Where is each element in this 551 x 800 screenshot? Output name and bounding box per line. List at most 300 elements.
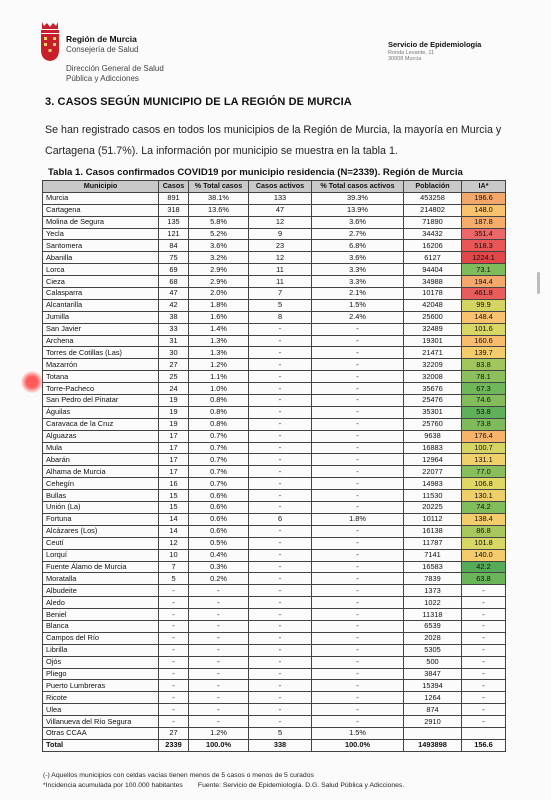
cell-casos-activos: - [249,406,312,418]
cell-ia: 130.1 [462,490,506,502]
cell-ia: 74.2 [462,502,506,514]
cell-pct-total: - [189,597,249,609]
cell-casos: 7 [159,561,189,573]
scrollbar-thumb[interactable] [537,272,540,294]
cell-pct-total: 1.2% [189,727,249,739]
cell-pct-activos: - [312,418,404,430]
cases-by-municipality-table [42,180,506,752]
cell-casos: 2339 [159,739,189,751]
cell-pct-activos: - [312,609,404,621]
cell-pct-total: 1.0% [189,383,249,395]
cell-municipio: Torre-Pacheco [43,383,159,395]
footnotes [43,771,404,791]
table-row [43,537,506,549]
cell-ia [462,727,506,739]
section-title: 3. CASOS SEGÚN MUNICIPIO DE LA REGIÓN DE MURCIA [45,96,352,108]
cell-pct-activos: - [312,656,404,668]
cell-ia: 461.8 [462,288,506,300]
cell-pct-activos: - [312,395,404,407]
cell-municipio: Cieza [43,276,159,288]
service-block [388,41,481,63]
cell-pct-activos: - [312,335,404,347]
cell-ia: 67.3 [462,383,506,395]
service-name: Servicio de Epidemiología [388,40,482,49]
cell-ia: 131.1 [462,454,506,466]
cell-pct-activos: 2.1% [312,288,404,300]
cell-ia: 99.9 [462,299,506,311]
cell-ia: 73.8 [462,418,506,430]
table-row [43,395,506,407]
cell-casos-activos: - [249,585,312,597]
table-row [43,656,506,668]
cell-pct-activos: - [312,644,404,656]
cell-ia: 83.8 [462,359,506,371]
cell-casos: - [159,704,189,716]
table-row [43,680,506,692]
table-row [43,418,506,430]
cell-ia: 138.4 [462,513,506,525]
cell-casos: 15 [159,490,189,502]
cell-poblacion: 874 [404,704,462,716]
cell-pct-activos: - [312,597,404,609]
cell-pct-total: 1.3% [189,335,249,347]
cell-municipio: Torres de Cotillas (Las) [43,347,159,359]
cell-pct-total: 0.6% [189,490,249,502]
cell-casos: 27 [159,727,189,739]
cell-ia: 53.8 [462,406,506,418]
cell-poblacion: 34432 [404,228,462,240]
cell-pct-activos: 3.6% [312,252,404,264]
cell-poblacion: 16883 [404,442,462,454]
table-row [43,204,506,216]
cell-casos: 24 [159,383,189,395]
table-row [43,359,506,371]
cell-municipio: Ceutí [43,537,159,549]
cell-poblacion: 10178 [404,288,462,300]
cell-pct-activos: 1.5% [312,299,404,311]
cell-ia: 187.8 [462,216,506,228]
cell-ia: 77.0 [462,466,506,478]
cell-poblacion: 3847 [404,668,462,680]
cell-casos-activos: 12 [249,216,312,228]
cell-casos-activos: - [249,478,312,490]
table-row [43,252,506,264]
cell-ia: 194.4 [462,276,506,288]
touch-indicator [21,371,43,393]
cell-municipio: Lorca [43,264,159,276]
cell-municipio: Abarán [43,454,159,466]
cell-municipio: Albudeite [43,585,159,597]
cell-pct-activos: - [312,585,404,597]
table-row [43,692,506,704]
cell-casos-activos: - [249,383,312,395]
cell-pct-activos: - [312,430,404,442]
cell-casos-activos: - [249,466,312,478]
cell-casos-activos: - [249,668,312,680]
cell-ia: - [462,644,506,656]
cell-casos-activos: - [249,430,312,442]
cell-pct-total: - [189,716,249,728]
cell-pct-total: 0.3% [189,561,249,573]
cell-ia: 156.6 [462,739,506,751]
cell-casos-activos: - [249,525,312,537]
cell-casos: - [159,632,189,644]
cell-poblacion: 6127 [404,252,462,264]
cell-casos: 33 [159,323,189,335]
cell-pct-total: 0.7% [189,466,249,478]
cell-casos: - [159,680,189,692]
cell-casos-activos: - [249,692,312,704]
cell-casos-activos: - [249,704,312,716]
table-row [43,716,506,728]
cell-poblacion: 10112 [404,513,462,525]
table-row [43,561,506,573]
cell-poblacion: 25760 [404,418,462,430]
cell-casos: - [159,656,189,668]
table-row [43,478,506,490]
cell-municipio: Ulea [43,704,159,716]
cell-casos: - [159,668,189,680]
cell-casos-activos: 5 [249,727,312,739]
cell-municipio: Fortuna [43,513,159,525]
cell-pct-total: 0.2% [189,573,249,585]
cell-ia: - [462,620,506,632]
cell-pct-activos: - [312,716,404,728]
cell-pct-activos: - [312,561,404,573]
table-row [43,644,506,656]
cell-pct-total: 0.7% [189,478,249,490]
cell-poblacion: 11787 [404,537,462,549]
cell-municipio: Caravaca de la Cruz [43,418,159,430]
region-crest-icon [38,20,62,62]
cell-pct-total: - [189,704,249,716]
table-row [43,240,506,252]
cell-casos: 12 [159,537,189,549]
cell-casos: 42 [159,299,189,311]
cell-casos: 16 [159,478,189,490]
cell-ia: 106.8 [462,478,506,490]
cell-ia: 176.4 [462,430,506,442]
cell-casos-activos: - [249,632,312,644]
cell-municipio: Blanca [43,620,159,632]
table-row [43,704,506,716]
cell-casos-activos: - [249,442,312,454]
cell-municipio: San Javier [43,323,159,335]
cell-ia: - [462,632,506,644]
cell-ia: 518.3 [462,240,506,252]
col-header-municipio: Municipio [43,181,159,193]
cell-ia: - [462,609,506,621]
cell-pct-total: 38.1% [189,192,249,204]
table-row [43,383,506,395]
cell-casos: 19 [159,395,189,407]
cell-casos-activos: 5 [249,299,312,311]
cell-casos: 318 [159,204,189,216]
cell-poblacion: 25476 [404,395,462,407]
table-row [43,668,506,680]
cell-poblacion: 214802 [404,204,462,216]
cell-casos-activos: - [249,454,312,466]
cell-municipio: Yecla [43,228,159,240]
cell-pct-total: 0.6% [189,513,249,525]
cell-poblacion: 1264 [404,692,462,704]
cell-pct-total: 0.4% [189,549,249,561]
cell-municipio: Otras CCAA [43,727,159,739]
table-row [43,192,506,204]
org-name: Región de Murcia [66,34,137,44]
cell-municipio: Alhama de Murcia [43,466,159,478]
cell-pct-activos: - [312,620,404,632]
cell-pct-total: - [189,668,249,680]
cell-pct-activos: - [312,359,404,371]
cell-pct-total: 0.6% [189,525,249,537]
cell-casos: - [159,597,189,609]
cell-ia: 139.7 [462,347,506,359]
cell-casos-activos: - [249,335,312,347]
cell-casos: 69 [159,264,189,276]
cell-casos-activos: - [249,549,312,561]
cell-casos-activos: - [249,680,312,692]
cell-pct-activos: - [312,323,404,335]
table-row [43,620,506,632]
cell-municipio: Abanilla [43,252,159,264]
organization-block [66,35,164,83]
cell-pct-activos: - [312,406,404,418]
cell-poblacion: 16206 [404,240,462,252]
cell-pct-activos: 2.4% [312,311,404,323]
table-row [43,727,506,739]
cell-casos: 19 [159,406,189,418]
cell-municipio: Águilas [43,406,159,418]
cell-pct-total: - [189,692,249,704]
cell-poblacion: 32209 [404,359,462,371]
cell-ia: 148.4 [462,311,506,323]
cell-casos: 10 [159,549,189,561]
cell-ia: - [462,704,506,716]
cell-casos-activos: 23 [249,240,312,252]
intro-paragraph: Se han registrado casos en todos los municipios de la Región de Murcia, la mayoría en Murcia y Cartagena (51.7%). La información por municipio se muestra en la tabla 1. [45,124,502,157]
cell-ia: 101.6 [462,323,506,335]
table-row [43,585,506,597]
cell-poblacion: 7839 [404,573,462,585]
table-row [43,371,506,383]
table-row [43,299,506,311]
cell-municipio: Fuente Álamo de Murcia [43,561,159,573]
cell-pct-total: 5.2% [189,228,249,240]
cell-municipio: Alcantarilla [43,299,159,311]
cell-poblacion: 32008 [404,371,462,383]
cell-pct-activos: 6.8% [312,240,404,252]
table-row [43,264,506,276]
cell-municipio: Campos del Río [43,632,159,644]
cell-municipio: Jumilla [43,311,159,323]
cell-pct-total: 1.8% [189,299,249,311]
cell-casos-activos: 7 [249,288,312,300]
cell-pct-activos: - [312,347,404,359]
table-row [43,276,506,288]
cell-casos-activos: - [249,561,312,573]
cell-casos: 17 [159,430,189,442]
cell-pct-total: - [189,620,249,632]
cell-casos: - [159,692,189,704]
table-row [43,490,506,502]
cell-ia: 148.0 [462,204,506,216]
cell-ia: 42.2 [462,561,506,573]
cell-pct-total: - [189,656,249,668]
cell-municipio: Bullas [43,490,159,502]
cell-casos-activos: 6 [249,513,312,525]
col-header-ia: IA* [462,181,506,193]
cell-ia: 160.6 [462,335,506,347]
cell-pct-total: 1.4% [189,323,249,335]
cell-poblacion: 6539 [404,620,462,632]
cell-municipio: Santomera [43,240,159,252]
cell-casos-activos: - [249,490,312,502]
dg-line-1: Dirección General de Salud [66,64,164,73]
cell-municipio: Cehegín [43,478,159,490]
cell-pct-activos: 39.3% [312,192,404,204]
cell-pct-total: 2.9% [189,264,249,276]
table-row [43,442,506,454]
cell-pct-activos: 3.6% [312,216,404,228]
cell-poblacion: 35301 [404,406,462,418]
table-body [43,192,506,751]
cell-poblacion: 11318 [404,609,462,621]
table-row [43,228,506,240]
cell-pct-total: 5.8% [189,216,249,228]
cell-casos-activos: 133 [249,192,312,204]
cell-casos: 17 [159,466,189,478]
cell-pct-total: 0.7% [189,442,249,454]
cell-municipio: Ojós [43,656,159,668]
cell-casos: 84 [159,240,189,252]
table-row [43,430,506,442]
cell-municipio: Molina de Segura [43,216,159,228]
cell-ia: 73.1 [462,264,506,276]
cell-pct-total: 13.6% [189,204,249,216]
cell-casos-activos: - [249,644,312,656]
cell-municipio: San Pedro del Pinatar [43,395,159,407]
cell-casos-activos: 47 [249,204,312,216]
cell-pct-activos: 3.3% [312,264,404,276]
cell-ia: 1224.1 [462,252,506,264]
cell-municipio: Lorquí [43,549,159,561]
table-row [43,609,506,621]
col-header-pct-total: % Total casos [189,181,249,193]
cell-casos-activos: - [249,656,312,668]
cell-pct-activos: - [312,478,404,490]
cell-poblacion: 14983 [404,478,462,490]
cell-pct-activos: 100.0% [312,739,404,751]
cell-casos: 25 [159,371,189,383]
cell-pct-total: - [189,609,249,621]
address-line-2: 30008 Murcia [388,56,422,62]
cell-casos: - [159,620,189,632]
table-row [43,573,506,585]
cell-municipio: Archena [43,335,159,347]
cell-municipio: Pliego [43,668,159,680]
cell-casos-activos: - [249,323,312,335]
cell-casos: 27 [159,359,189,371]
cell-pct-activos: 2.7% [312,228,404,240]
cell-pct-total: - [189,632,249,644]
cell-poblacion: 19301 [404,335,462,347]
cell-pct-activos: - [312,668,404,680]
cell-casos: 47 [159,288,189,300]
cell-poblacion: 22077 [404,466,462,478]
cell-pct-activos: 1.5% [312,727,404,739]
dg-line-2: Pública y Adicciones [66,73,139,83]
cell-casos-activos: - [249,620,312,632]
table-row [43,549,506,561]
cell-municipio: Villanueva del Río Segura [43,716,159,728]
cell-casos-activos: - [249,418,312,430]
table-row [43,513,506,525]
cell-poblacion: 35676 [404,383,462,395]
cell-casos-activos: 11 [249,264,312,276]
table-row [43,288,506,300]
cell-casos: 68 [159,276,189,288]
table-header-row [43,181,506,193]
cell-ia: - [462,668,506,680]
cell-pct-activos: - [312,632,404,644]
cell-casos-activos: 338 [249,739,312,751]
cell-ia: - [462,680,506,692]
cell-casos-activos: - [249,347,312,359]
cell-poblacion: 11530 [404,490,462,502]
cell-poblacion [404,727,462,739]
cell-poblacion: 12964 [404,454,462,466]
cell-casos: 14 [159,525,189,537]
cell-pct-total: 0.8% [189,418,249,430]
cell-pct-activos: - [312,704,404,716]
cell-municipio: Beniel [43,609,159,621]
cell-poblacion: 71890 [404,216,462,228]
cell-pct-activos: - [312,537,404,549]
table-total-row [43,739,506,751]
cell-pct-total: - [189,585,249,597]
cell-casos-activos: - [249,597,312,609]
cell-casos: 15 [159,502,189,514]
cell-casos: - [159,716,189,728]
cell-poblacion: 2910 [404,716,462,728]
cell-ia: 63.8 [462,573,506,585]
cell-municipio: Total [43,739,159,751]
table-row [43,347,506,359]
cell-pct-total: 1.1% [189,371,249,383]
cell-ia: 101.8 [462,537,506,549]
cell-pct-total: 0.6% [189,502,249,514]
cell-poblacion: 16138 [404,525,462,537]
table-row [43,502,506,514]
cell-municipio: Aledo [43,597,159,609]
cell-casos: - [159,644,189,656]
cell-municipio: Murcia [43,192,159,204]
col-header-pct-activos: % Total casos activos [312,181,404,193]
cell-municipio: Moratalla [43,573,159,585]
cell-casos-activos: - [249,573,312,585]
cell-casos: 31 [159,335,189,347]
cell-pct-activos: - [312,680,404,692]
cell-poblacion: 2028 [404,632,462,644]
cell-poblacion: 453258 [404,192,462,204]
cell-pct-activos: 13.9% [312,204,404,216]
cell-casos: 14 [159,513,189,525]
cell-ia: 74.6 [462,395,506,407]
table-row [43,632,506,644]
cell-municipio: Alcázares (Los) [43,525,159,537]
cell-poblacion: 21471 [404,347,462,359]
